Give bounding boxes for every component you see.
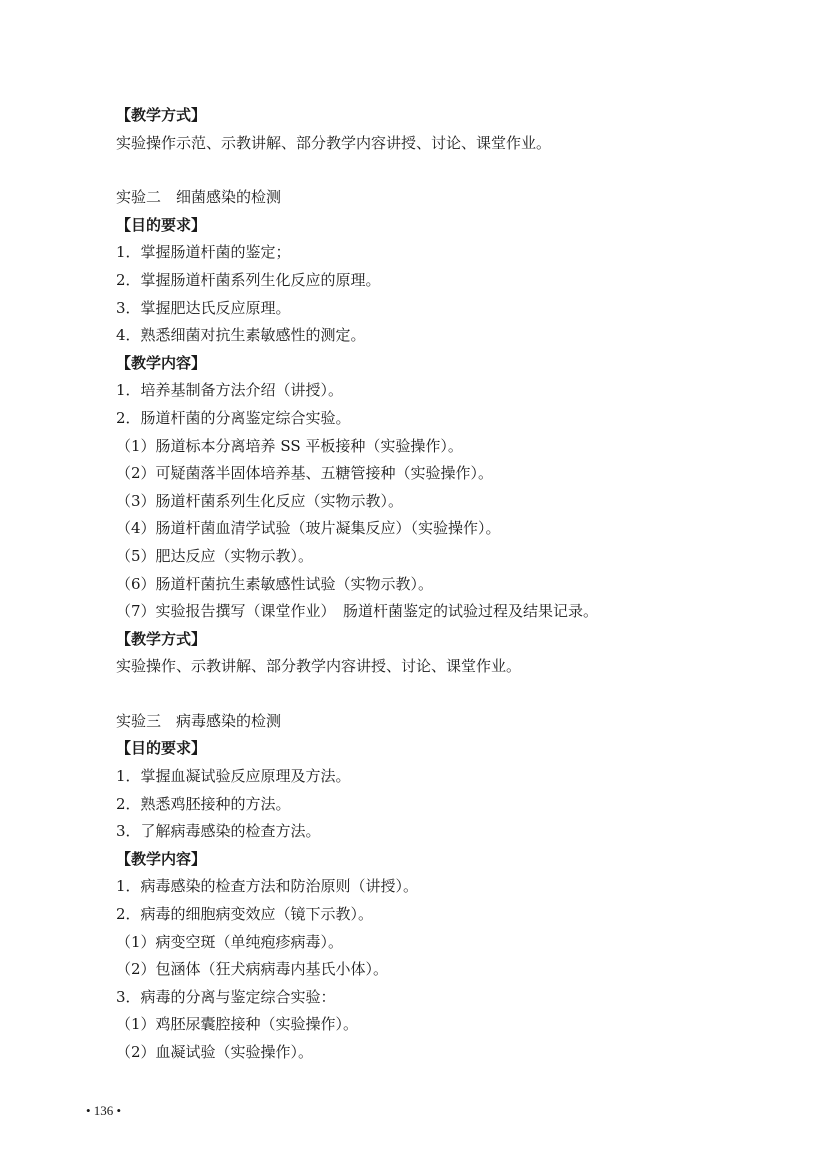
teaching-content-heading: 【教学内容】 (116, 353, 207, 372)
teaching-method-text: 实验操作示范、示教讲解、部分教学内容讲授、讨论、课堂作业。 (116, 133, 552, 152)
goal-item: 2．掌握肠道杆菌系列生化反应的原理。 (116, 270, 381, 289)
content-item: 3．病毒的分离与鉴定综合实验： (116, 987, 336, 1006)
goal-item: 1．掌握血凝试验反应原理及方法。 (116, 767, 351, 786)
teaching-content-heading: 【教学内容】 (116, 849, 207, 868)
page-number: • 136 • (86, 1103, 122, 1118)
content-item: （7）实验报告撰写（课堂作业） 肠道杆菌鉴定的试验过程及结果记录。 (116, 602, 599, 621)
teaching-method-heading: 【教学方式】 (116, 629, 207, 648)
content-item: （1）肠道标本分离培养 SS 平板接种（实验操作）。 (116, 436, 463, 455)
goal-item: 3．了解病毒感染的检查方法。 (116, 822, 321, 841)
page-content (116, 102, 796, 1067)
content-item: （5）肥达反应（实物示教）。 (116, 546, 314, 565)
content-item: 1．培养基制备方法介绍（讲授）。 (116, 381, 344, 400)
content-item: （3）肠道杆菌系列生化反应（实物示教）。 (116, 491, 404, 510)
goal-item: 3．掌握肥达氏反应原理。 (116, 298, 291, 317)
content-item: （1）病变空斑（单纯疱疹病毒）。 (116, 932, 344, 951)
teaching-method-heading: 【教学方式】 (116, 106, 207, 124)
content-item: （4）肠道杆菌血清学试验（玻片凝集反应）（实验操作）。 (116, 519, 501, 538)
content-item: （2）可疑菌落半固体培养基、五糖管接种（实验操作）。 (116, 464, 494, 483)
content-item: （2）血凝试验（实验操作）。 (116, 1043, 314, 1061)
goal-heading: 【目的要求】 (116, 739, 207, 758)
teaching-method-text: 实验操作、示教讲解、部分教学内容讲授、讨论、课堂作业。 (116, 657, 522, 676)
goal-item: 2．熟悉鸡胚接种的方法。 (116, 794, 291, 813)
section-spacer (116, 681, 796, 708)
content-item: （6）肠道杆菌抗生素敏感性试验（实物示教）。 (116, 574, 434, 593)
content-item: （2）包涵体（狂犬病病毒内基氏小体）。 (116, 960, 389, 979)
content-item: 2．病毒的细胞病变效应（镜下示教）。 (116, 905, 374, 924)
content-item: （1）鸡胚尿囊腔接种（实验操作）。 (116, 1015, 359, 1034)
goal-heading: 【目的要求】 (116, 215, 207, 234)
experiment-2-title: 实验二 细菌感染的检测 (116, 188, 282, 207)
goal-item: 4．熟悉细菌对抗生素敏感性的测定。 (116, 326, 366, 345)
section-spacer (116, 157, 796, 184)
content-item: 2．肠道杆菌的分离鉴定综合实验。 (116, 408, 351, 427)
experiment-3-title: 实验三 病毒感染的检测 (116, 711, 282, 730)
goal-item: 1．掌握肠道杆菌的鉴定； (116, 243, 291, 262)
content-item: 1．病毒感染的检查方法和防治原则（讲授）。 (116, 877, 419, 896)
